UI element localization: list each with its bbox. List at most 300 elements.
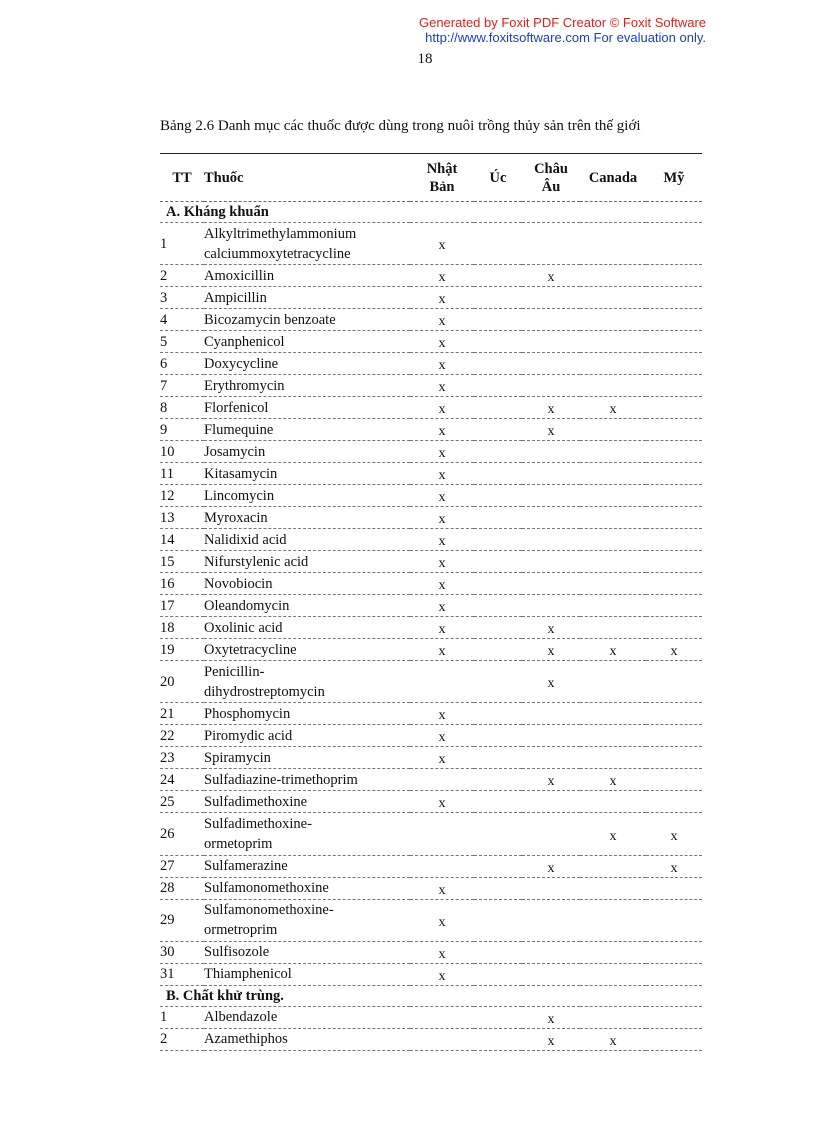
- cell-usa: [646, 639, 702, 661]
- cell-canada: [580, 725, 646, 747]
- table-row: [160, 375, 702, 397]
- cell-japan: [410, 813, 474, 855]
- approval-mark: x: [547, 676, 555, 692]
- cell-japan: [410, 661, 474, 703]
- cell-usa: [646, 661, 702, 703]
- header-europe: [522, 154, 580, 202]
- cell-usa: [646, 963, 702, 985]
- table-row: [160, 769, 702, 791]
- row-number: 16: [160, 573, 204, 595]
- drug-name: Novobiocin: [204, 573, 410, 595]
- cell-usa: [646, 507, 702, 529]
- approval-mark: x: [670, 644, 678, 660]
- approval-mark: x: [547, 860, 555, 876]
- cell-japan: [410, 551, 474, 573]
- table-row: [160, 617, 702, 639]
- cell-japan: [410, 529, 474, 551]
- cell-australia: [474, 769, 522, 791]
- cell-europe: [522, 791, 580, 813]
- row-number: 17: [160, 595, 204, 617]
- approval-mark: x: [438, 314, 446, 330]
- cell-australia: [474, 287, 522, 309]
- table-row: [160, 899, 702, 941]
- approval-mark: x: [438, 292, 446, 308]
- approval-mark: x: [609, 828, 617, 844]
- cell-japan: [410, 769, 474, 791]
- drug-name: Lincomycin: [204, 485, 410, 507]
- cell-usa: [646, 441, 702, 463]
- table-row: [160, 441, 702, 463]
- cell-usa: [646, 813, 702, 855]
- cell-japan: [410, 397, 474, 419]
- cell-japan: [410, 941, 474, 963]
- table-row: [160, 223, 702, 265]
- table-row: [160, 529, 702, 551]
- table-row: [160, 397, 702, 419]
- cell-usa: [646, 265, 702, 287]
- row-number: 12: [160, 485, 204, 507]
- cell-australia: [474, 1028, 522, 1050]
- cell-usa: [646, 309, 702, 331]
- row-number: 6: [160, 353, 204, 375]
- table-row: [160, 309, 702, 331]
- drug-name: Albendazole: [204, 1006, 410, 1028]
- approval-mark: x: [609, 774, 617, 790]
- cell-japan: [410, 617, 474, 639]
- drug-name: Oxolinic acid: [204, 617, 410, 639]
- cell-europe: [522, 441, 580, 463]
- cell-australia: [474, 703, 522, 725]
- drug-name: Sulfisozole: [204, 941, 410, 963]
- cell-europe: [522, 529, 580, 551]
- cell-europe: [522, 331, 580, 353]
- drug-name: Nalidixid acid: [204, 529, 410, 551]
- approval-mark: x: [609, 644, 617, 660]
- cell-canada: [580, 529, 646, 551]
- cell-canada: [580, 617, 646, 639]
- header-drug: Thuốc: [204, 154, 410, 202]
- drug-name-line: dihydrostreptomycin: [204, 683, 325, 700]
- row-number: 30: [160, 941, 204, 963]
- cell-canada: [580, 1028, 646, 1050]
- row-number: 19: [160, 639, 204, 661]
- cell-australia: [474, 309, 522, 331]
- cell-usa: [646, 331, 702, 353]
- cell-canada: [580, 791, 646, 813]
- drug-name: Florfenicol: [204, 397, 410, 419]
- cell-canada: [580, 941, 646, 963]
- approval-mark: x: [438, 796, 446, 812]
- drug-name: Oleandomycin: [204, 595, 410, 617]
- header-japan: [410, 154, 474, 202]
- table-row: [160, 747, 702, 769]
- cell-usa: [646, 899, 702, 941]
- cell-usa: [646, 747, 702, 769]
- cell-canada: [580, 309, 646, 331]
- cell-usa: [646, 595, 702, 617]
- table-row: [160, 573, 702, 595]
- approval-mark: x: [438, 380, 446, 396]
- row-number: 14: [160, 529, 204, 551]
- cell-australia: [474, 661, 522, 703]
- approval-mark: x: [438, 490, 446, 506]
- cell-usa: [646, 769, 702, 791]
- drug-name: Kitasamycin: [204, 463, 410, 485]
- cell-europe: [522, 551, 580, 573]
- cell-usa: [646, 375, 702, 397]
- cell-japan: [410, 223, 474, 265]
- cell-japan: [410, 703, 474, 725]
- drug-name: Sulfamerazine: [204, 855, 410, 877]
- cell-canada: [580, 855, 646, 877]
- cell-australia: [474, 375, 522, 397]
- cell-australia: [474, 899, 522, 941]
- cell-japan: [410, 725, 474, 747]
- cell-canada: [580, 265, 646, 287]
- cell-canada: [580, 703, 646, 725]
- table-row: [160, 463, 702, 485]
- table-row: [160, 855, 702, 877]
- approval-mark: x: [438, 914, 446, 930]
- cell-usa: [646, 287, 702, 309]
- cell-australia: [474, 1006, 522, 1028]
- cell-australia: [474, 595, 522, 617]
- row-number: 13: [160, 507, 204, 529]
- approval-mark: x: [438, 238, 446, 254]
- cell-australia: [474, 747, 522, 769]
- cell-usa: [646, 1006, 702, 1028]
- drug-name: Piromydic acid: [204, 725, 410, 747]
- cell-usa: [646, 855, 702, 877]
- cell-australia: [474, 419, 522, 441]
- cell-europe: [522, 419, 580, 441]
- cell-usa: [646, 529, 702, 551]
- row-number: 2: [160, 265, 204, 287]
- drug-table: [160, 153, 702, 1051]
- header-japan-line-2: Bản: [429, 178, 455, 195]
- cell-usa: [646, 725, 702, 747]
- cell-europe: [522, 507, 580, 529]
- cell-canada: [580, 419, 646, 441]
- cell-europe: [522, 223, 580, 265]
- approval-mark: x: [438, 468, 446, 484]
- row-number: 31: [160, 963, 204, 985]
- approval-mark: x: [438, 946, 446, 962]
- cell-canada: [580, 551, 646, 573]
- drug-name: Amoxicillin: [204, 265, 410, 287]
- approval-mark: x: [438, 534, 446, 550]
- row-number: 18: [160, 617, 204, 639]
- approval-mark: x: [438, 446, 446, 462]
- drug-name-line: Sulfamonomethoxine-: [204, 902, 334, 919]
- cell-japan: [410, 265, 474, 287]
- cell-australia: [474, 397, 522, 419]
- watermark-line-2: http://www.foxitsoftware.com For evaluation only.: [425, 30, 706, 45]
- cell-europe: [522, 703, 580, 725]
- cell-australia: [474, 725, 522, 747]
- drug-name: Sulfamonomethoxine: [204, 877, 410, 899]
- section-antibacterial: [160, 202, 702, 223]
- row-number: 28: [160, 877, 204, 899]
- cell-europe: [522, 963, 580, 985]
- cell-japan: [410, 1028, 474, 1050]
- cell-australia: [474, 265, 522, 287]
- header-usa: Mỹ: [646, 154, 702, 202]
- cell-europe: [522, 309, 580, 331]
- cell-australia: [474, 551, 522, 573]
- row-number: 8: [160, 397, 204, 419]
- row-number: 25: [160, 791, 204, 813]
- approval-mark: x: [438, 752, 446, 768]
- cell-europe: [522, 639, 580, 661]
- cell-japan: [410, 375, 474, 397]
- approval-mark: x: [609, 402, 617, 418]
- row-number: 4: [160, 309, 204, 331]
- cell-japan: [410, 287, 474, 309]
- table-row: [160, 507, 702, 529]
- cell-canada: [580, 485, 646, 507]
- drug-name: Azamethiphos: [204, 1028, 410, 1050]
- cell-europe: [522, 1006, 580, 1028]
- cell-japan: [410, 485, 474, 507]
- row-number: 2: [160, 1028, 204, 1050]
- cell-japan: [410, 899, 474, 941]
- cell-australia: [474, 877, 522, 899]
- cell-australia: [474, 791, 522, 813]
- foxit-watermark: [419, 15, 706, 45]
- row-number: 24: [160, 769, 204, 791]
- cell-usa: [646, 1028, 702, 1050]
- table-row: [160, 941, 702, 963]
- cell-canada: [580, 507, 646, 529]
- cell-canada: [580, 661, 646, 703]
- cell-europe: [522, 595, 580, 617]
- cell-australia: [474, 441, 522, 463]
- cell-australia: [474, 963, 522, 985]
- table-row: [160, 963, 702, 985]
- table-row: [160, 353, 702, 375]
- drug-name: [204, 899, 410, 941]
- table-body: [160, 202, 702, 1051]
- row-number: 21: [160, 703, 204, 725]
- section-disinfectant-label: B. Chất khử trùng.: [160, 985, 702, 1006]
- cell-australia: [474, 529, 522, 551]
- cell-europe: [522, 747, 580, 769]
- table-row: [160, 639, 702, 661]
- cell-europe: [522, 485, 580, 507]
- cell-usa: [646, 397, 702, 419]
- cell-usa: [646, 353, 702, 375]
- cell-europe: [522, 287, 580, 309]
- approval-mark: x: [438, 882, 446, 898]
- row-number: 7: [160, 375, 204, 397]
- cell-europe: [522, 353, 580, 375]
- cell-usa: [646, 617, 702, 639]
- approval-mark: x: [438, 578, 446, 594]
- cell-canada: [580, 331, 646, 353]
- table-row: [160, 877, 702, 899]
- cell-australia: [474, 813, 522, 855]
- header-europe-line-2: Âu: [541, 178, 561, 195]
- row-number: 1: [160, 1006, 204, 1028]
- cell-japan: [410, 855, 474, 877]
- cell-europe: [522, 617, 580, 639]
- cell-europe: [522, 463, 580, 485]
- drug-name: [204, 223, 410, 265]
- row-number: 23: [160, 747, 204, 769]
- cell-japan: [410, 639, 474, 661]
- header-europe-line-1: Châu: [534, 160, 568, 177]
- drug-name: Josamycin: [204, 441, 410, 463]
- cell-canada: [580, 963, 646, 985]
- row-number: 1: [160, 223, 204, 265]
- table-row: [160, 485, 702, 507]
- cell-japan: [410, 963, 474, 985]
- cell-europe: [522, 1028, 580, 1050]
- cell-europe: [522, 573, 580, 595]
- approval-mark: x: [547, 1033, 555, 1049]
- cell-canada: [580, 573, 646, 595]
- cell-japan: [410, 441, 474, 463]
- cell-japan: [410, 309, 474, 331]
- table-row: [160, 265, 702, 287]
- cell-australia: [474, 223, 522, 265]
- page-number: 18: [417, 51, 433, 67]
- table-row: [160, 703, 702, 725]
- cell-usa: [646, 877, 702, 899]
- cell-canada: [580, 769, 646, 791]
- row-number: 15: [160, 551, 204, 573]
- cell-canada: [580, 877, 646, 899]
- cell-australia: [474, 353, 522, 375]
- cell-europe: [522, 941, 580, 963]
- table-row: [160, 725, 702, 747]
- cell-canada: [580, 223, 646, 265]
- approval-mark: x: [438, 968, 446, 984]
- row-number: 10: [160, 441, 204, 463]
- row-number: 29: [160, 899, 204, 941]
- approval-mark: x: [438, 270, 446, 286]
- cell-japan: [410, 877, 474, 899]
- drug-name: Sulfadiazine-trimethoprim: [204, 769, 410, 791]
- cell-canada: [580, 747, 646, 769]
- cell-usa: [646, 703, 702, 725]
- approval-mark: x: [609, 1033, 617, 1049]
- table-row: [160, 1028, 702, 1050]
- cell-japan: [410, 595, 474, 617]
- approval-mark: x: [438, 730, 446, 746]
- drug-name: Myroxacin: [204, 507, 410, 529]
- approval-mark: x: [438, 600, 446, 616]
- row-number: 27: [160, 855, 204, 877]
- row-number: 3: [160, 287, 204, 309]
- cell-canada: [580, 287, 646, 309]
- cell-japan: [410, 791, 474, 813]
- row-number: 9: [160, 419, 204, 441]
- cell-canada: [580, 441, 646, 463]
- drug-name-line: calciummoxytetracycline: [204, 245, 351, 262]
- cell-japan: [410, 573, 474, 595]
- cell-canada: [580, 813, 646, 855]
- table-row: [160, 595, 702, 617]
- header-australia: Úc: [474, 154, 522, 202]
- approval-mark: x: [547, 1011, 555, 1027]
- table-caption: Bảng 2.6 Danh mục các thuốc được dùng trong nuôi trồng thủy sản trên thế giới: [160, 118, 641, 134]
- cell-usa: [646, 791, 702, 813]
- row-number: 11: [160, 463, 204, 485]
- drug-name: Doxycycline: [204, 353, 410, 375]
- drug-name: Nifurstylenic acid: [204, 551, 410, 573]
- drug-name: Flumequine: [204, 419, 410, 441]
- approval-mark: x: [670, 828, 678, 844]
- table-row: [160, 287, 702, 309]
- approval-mark: x: [547, 644, 555, 660]
- cell-usa: [646, 463, 702, 485]
- cell-australia: [474, 463, 522, 485]
- table-row: [160, 791, 702, 813]
- approval-mark: x: [438, 708, 446, 724]
- table-row: [160, 661, 702, 703]
- header-tt: TT: [160, 154, 204, 202]
- table-row: [160, 1006, 702, 1028]
- cell-usa: [646, 573, 702, 595]
- table-row: [160, 419, 702, 441]
- cell-australia: [474, 639, 522, 661]
- cell-australia: [474, 617, 522, 639]
- cell-japan: [410, 1006, 474, 1028]
- cell-australia: [474, 331, 522, 353]
- row-number: 26: [160, 813, 204, 855]
- cell-europe: [522, 855, 580, 877]
- cell-canada: [580, 639, 646, 661]
- row-number: 20: [160, 661, 204, 703]
- cell-canada: [580, 375, 646, 397]
- drug-name-line: ormetoprim: [204, 836, 273, 853]
- approval-mark: x: [547, 424, 555, 440]
- drug-name-line: Sulfadimethoxine-: [204, 816, 312, 833]
- approval-mark: x: [438, 512, 446, 528]
- cell-usa: [646, 551, 702, 573]
- drug-name-line: ormetroprim: [204, 922, 278, 939]
- table-row: [160, 551, 702, 573]
- approval-mark: x: [438, 644, 446, 660]
- cell-canada: [580, 899, 646, 941]
- cell-australia: [474, 573, 522, 595]
- watermark-line-1: Generated by Foxit PDF Creator © Foxit Software: [418, 15, 706, 30]
- cell-usa: [646, 419, 702, 441]
- cell-europe: [522, 265, 580, 287]
- cell-europe: [522, 877, 580, 899]
- cell-europe: [522, 375, 580, 397]
- cell-canada: [580, 397, 646, 419]
- cell-canada: [580, 463, 646, 485]
- cell-japan: [410, 331, 474, 353]
- cell-usa: [646, 223, 702, 265]
- approval-mark: x: [670, 860, 678, 876]
- drug-name-line: Penicillin-: [204, 663, 265, 680]
- approval-mark: x: [547, 774, 555, 790]
- cell-australia: [474, 507, 522, 529]
- cell-europe: [522, 899, 580, 941]
- cell-japan: [410, 463, 474, 485]
- cell-australia: [474, 855, 522, 877]
- cell-canada: [580, 1006, 646, 1028]
- drug-name: Sulfadimethoxine: [204, 791, 410, 813]
- approval-mark: x: [438, 336, 446, 352]
- cell-japan: [410, 507, 474, 529]
- cell-europe: [522, 813, 580, 855]
- cell-japan: [410, 747, 474, 769]
